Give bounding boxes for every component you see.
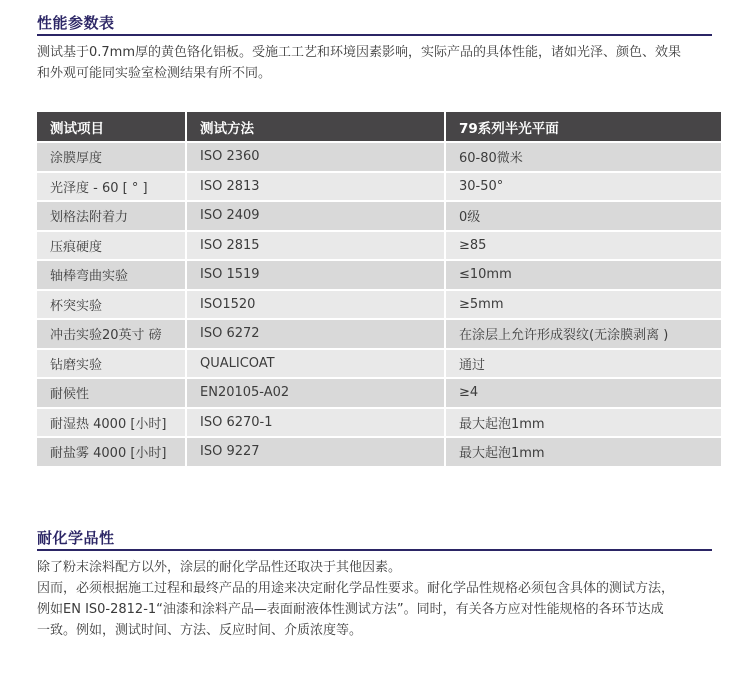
header-test-method: 测试方法 xyxy=(187,112,446,143)
table-row xyxy=(37,350,721,380)
cell-test-item: 光泽度 - 60 [ ° ] xyxy=(37,173,187,203)
table-row xyxy=(37,173,721,203)
intro-line: 和外观可能同实验室检测结果有所不同。 xyxy=(37,66,272,81)
table-row xyxy=(37,261,721,291)
cell-test-item: 划格法附着力 xyxy=(37,202,187,232)
cell-result: 最大起泡1mm xyxy=(446,409,721,439)
cell-test-method: ISO 2813 xyxy=(187,173,446,203)
table-row xyxy=(37,202,721,232)
table-row xyxy=(37,291,721,321)
header-test-item: 测试项目 xyxy=(37,112,187,143)
cell-test-method: ISO 2409 xyxy=(187,202,446,232)
cell-test-method: ISO 6270-1 xyxy=(187,409,446,439)
cell-result: ≥4 xyxy=(446,379,721,409)
cell-result: 30-50° xyxy=(446,173,721,203)
cell-test-method: ISO 6272 xyxy=(187,320,446,350)
cell-test-method: QUALICOAT xyxy=(187,350,446,380)
section-divider xyxy=(37,549,712,551)
cell-result: ≤10mm xyxy=(446,261,721,291)
cell-test-method: ISO 9227 xyxy=(187,438,446,468)
table-row xyxy=(37,409,721,439)
cell-test-method: EN20105-A02 xyxy=(187,379,446,409)
cell-result: 60-80微米 xyxy=(446,143,721,173)
cell-result: 在涂层上允许形成裂纹(无涂膜剥离 ) xyxy=(446,320,721,350)
cell-test-item: 耐盐雾 4000 [小时] xyxy=(37,438,187,468)
cell-test-method: ISO 2360 xyxy=(187,143,446,173)
chemical-line: 除了粉末涂料配方以外，涂层的耐化学品性还取决于其他因素。 xyxy=(37,560,402,575)
cell-test-item: 涂膜厚度 xyxy=(37,143,187,173)
cell-test-method: ISO 2815 xyxy=(187,232,446,262)
cell-result: 0级 xyxy=(446,202,721,232)
performance-intro xyxy=(37,42,727,84)
section-divider xyxy=(37,34,712,36)
cell-result: ≥5mm xyxy=(446,291,721,321)
chemical-line: 例如EN IS0-2812-1“油漆和涂料产品—表面耐液体性测试方法”。同时，有关各方应对性能规格的各环节达成 xyxy=(37,602,664,617)
table-row xyxy=(37,232,721,262)
cell-test-item: 耐湿热 4000 [小时] xyxy=(37,409,187,439)
cell-test-item: 杯突实验 xyxy=(37,291,187,321)
table-header-row xyxy=(37,112,721,143)
cell-test-item: 压痕硬度 xyxy=(37,232,187,262)
cell-test-item: 轴棒弯曲实验 xyxy=(37,261,187,291)
table-row xyxy=(37,438,721,468)
chemical-text xyxy=(37,557,727,641)
cell-test-item: 钻磨实验 xyxy=(37,350,187,380)
cell-result: 通过 xyxy=(446,350,721,380)
chemical-line: 因而，必须根据施工过程和最终产品的用途来决定耐化学品性要求。耐化学品性规格必须包含具体的测试方法， xyxy=(37,581,675,596)
header-series-79: 79系列半光平面 xyxy=(446,112,721,143)
intro-line: 测试基于0.7mm厚的黄色铬化铝板。受施工工艺和环境因素影响，实际产品的具体性能，诸如光泽、颜色、效果 xyxy=(37,45,682,60)
chemical-line: 一致。例如，测试时间、方法、反应时间、介质浓度等。 xyxy=(37,623,363,638)
cell-test-item: 耐候性 xyxy=(37,379,187,409)
section-title-chemical: 耐化学品性 xyxy=(37,529,115,547)
cell-test-method: ISO1520 xyxy=(187,291,446,321)
cell-test-item: 冲击实验20英寸 磅 xyxy=(37,320,187,350)
cell-test-method: ISO 1519 xyxy=(187,261,446,291)
table-row xyxy=(37,379,721,409)
table-row xyxy=(37,143,721,173)
section-title-performance: 性能参数表 xyxy=(37,14,115,32)
cell-result: 最大起泡1mm xyxy=(446,438,721,468)
table-row xyxy=(37,320,721,350)
cell-result: ≥85 xyxy=(446,232,721,262)
performance-table xyxy=(37,112,721,468)
